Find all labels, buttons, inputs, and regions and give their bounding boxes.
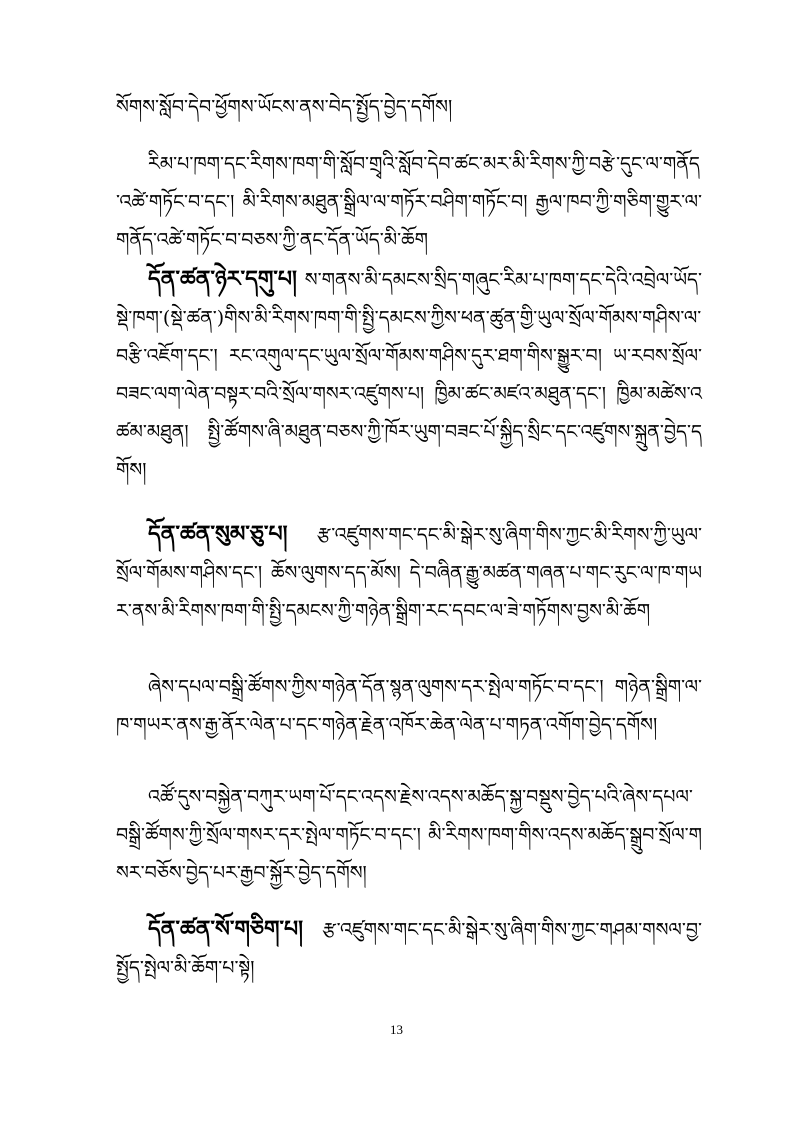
article-heading: དོན་ཚན་སོ་གཅིག་པ།: [148, 916, 304, 942]
article-29: [116, 260, 702, 489]
paragraph-text: ཞེས་དཔལ་བསྒྲི་ཚོགས་ཀྱིས་གཉེན་དོན་སྙན་ལུགས་དར་སྤེལ་གཏོང་བ་དང་། གཉེན་སྒྲིག་ལ་ཁ་གཡར་ནས་རྒྱ་ནོར་ལེན་པ་དང་གཉེན་རྗེན་འཁོར་ཆེན་ལེན་པ་གཏན་འགོག་བྱེད་དགོས།: [116, 676, 702, 736]
paragraph-funeral: [116, 778, 702, 892]
article-heading: དོན་ཚན་ཉེར་དགུ་པ།: [148, 266, 297, 292]
paragraph-marriage: [116, 668, 702, 744]
paragraph-text: རྩ་འཛུགས་གང་དང་མི་སྒེར་སུ་ཞིག་གིས་ཀྱང་གཤམ་གསལ་བྱ་སྤྱོད་སྤེལ་མི་ཆོག་པ་སྟེ།: [116, 919, 702, 979]
article-30: [116, 515, 702, 630]
paragraph-textbooks: [116, 145, 702, 259]
paragraph-text: སོགས་སློབ་དེབ་ཕྱོགས་ཡོངས་ནས་བེད་སྤྱོད་བྱེད་དགོས།: [116, 96, 453, 118]
paragraph-text: ས་གནས་མི་དམངས་སྲིད་གཞུང་རིམ་པ་ཁག་དང་དེའི་འབྲེལ་ཡོད་སྡེ་ཁག་(སྡེ་ཚན་)གིས་མི་རིགས་ཁག་གི་སྤྱི་དམངས་ཀྱིས་ཕན་ཚུན་གྱི་ཡུལ་སྲོལ་གོམས་གཤིས་ལ་བརྩི་འཇོག་དང་། རང་འགུལ་དང་ཡུལ་སྲོལ་གོམས་གཤིས་དུར་ཐག་གིས་སྒྱུར་བ། ཡ་རབས་སྲོལ་བཟང་ལག་ལེན་བསྟར་བའི་སྲོལ་གསར་འཛུགས་པ། ཁྱིམ་ཚང་མཛའ་མཐུན་དང་། ཁྱིམ་མཚེས་འཚམ་མཐུན། སྤྱི་ཚོགས་ཞི་མཐུན་བཅས་ཀྱི་ཁོར་ཡུག་བཟང་པོ་སྐྱིད་སྲིང་དང་འཛུགས་སྐྲུན་བྱེད་དགོས།: [116, 269, 702, 481]
paragraph-text: འཚོ་དུས་བསྐྱེན་བཀུར་ཡག་པོ་དང་འདས་རྗེས་འདས་མཆོད་སྐྱ་བསྡུས་བྱེད་པའི་ཞེས་དཔལ་བསྒྲི་ཚོགས་ཀྱི་སྲོལ་གསར་དར་སྤེལ་གཏོང་བ་དང་། མི་རིགས་ཁག་གིས་འདས་མཆོད་སྒྲུབ་སྲོལ་གསར་བཅོས་བྱེད་པར་རྒྱབ་སྐྱོར་བྱེད་དགོས།: [116, 786, 702, 884]
paragraph-continuation: [116, 88, 702, 126]
article-heading: དོན་ཚན་སུམ་ཅུ་པ།: [148, 521, 288, 547]
paragraph-text: རྩ་འཛུགས་གང་དང་མི་སྒེར་སུ་ཞིག་གིས་ཀྱང་མི་རིགས་ཀྱི་ཡུལ་སྲོལ་གོམས་གཤིས་དང་། ཆོས་ལུགས་དད་མོས། དེ་བཞིན་རྒྱུ་མཚན་གཞན་པ་གང་རུང་ལ་ཁ་གཡར་ནས་མི་རིགས་ཁག་གི་སྤྱི་དམངས་ཀྱི་གཉེན་སྒྲིག་རང་དབང་ལ་ཟེ་གཏོགས་བྱས་མི་ཆོག: [116, 524, 702, 622]
article-31: [116, 910, 702, 987]
page-number: 13: [390, 1022, 403, 1037]
paragraph-text: རིམ་པ་ཁག་དང་རིགས་ཁག་གི་སློབ་གྲྭའི་སློབ་དེབ་ཚང་མར་མི་རིགས་ཀྱི་བརྩེ་དུང་ལ་གནོད་འཚེ་གཏོང་བ་དང་། མི་རིགས་མཐུན་སྒྲིལ་ལ་གཏོར་བཤིག་གཏོང་བ། རྒྱལ་ཁབ་ཀྱི་གཅིག་གྱུར་ལ་གནོད་འཚེ་གཏོང་བ་བཅས་ཀྱི་ནང་དོན་ཡོད་མི་ཆོག: [116, 153, 702, 251]
